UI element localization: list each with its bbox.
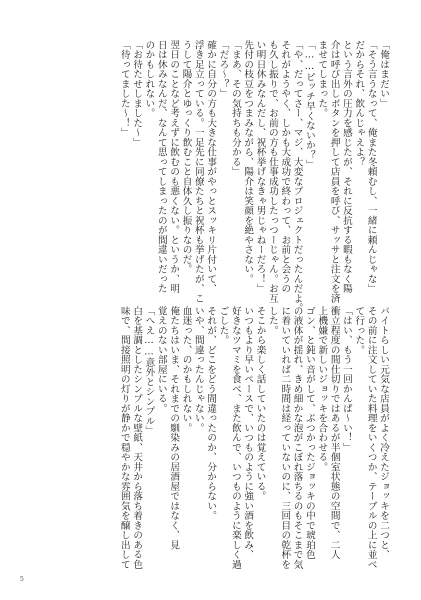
text-line: 覚えのない部屋にいる。 xyxy=(155,306,167,414)
text-line: うして陽介とゆっくり飲むこと自体久し振りなのだ。 xyxy=(180,40,192,274)
text-line: 先付の枝豆をつまみながら、陽介は笑顔を絶やさない。 xyxy=(242,40,254,284)
text-line: 浮き足立っている。一足先に同僚たちと祝杯も挙げたが、こ xyxy=(192,40,204,304)
text-line: の液体が揺れ、きめ細かな泡がこぼれ落ちるのもそこまで気 xyxy=(291,306,303,570)
text-line: 介は呼び出しボタンを押して店員を呼び、サッサと注文を済 xyxy=(328,40,340,304)
text-line: 好きなツマミを食べ、また飲んで、いつものように楽しく過 xyxy=(229,306,241,570)
text-line: ごした。 xyxy=(217,306,229,345)
text-line: 確かに自分の方も大きな仕事がやっとスッキリ片付いて、 xyxy=(205,40,217,294)
text-line: ませてしまった。 xyxy=(316,40,328,118)
text-line: いつもより早いペースで、いつものように強い酒を飲み、 xyxy=(242,306,254,560)
text-line: のかもしれない。 xyxy=(143,40,155,118)
text-line: それがようやく、しかも大成功で終わって、お前と会うの xyxy=(279,40,291,294)
text-line: に着いていれば二時間は経っていないのに、三回目の乾杯を xyxy=(279,306,291,570)
text-line: も久し振りで、お前の方も仕事成功したっつーじゃん。お互 xyxy=(266,40,278,304)
text-line: 「そう言うなって、俺また冬頼むし、一緒に頼んじゃな」 xyxy=(365,40,377,294)
text-line: 日は休みなんだ、なんて思ってしまったのが間違いだった xyxy=(155,40,167,294)
text-line: それが、どこをどう間違ったのか、分からない。 xyxy=(205,306,217,521)
text-line: 「……ピッチ早くないか？」 xyxy=(303,40,315,170)
text-line: バイトらしい元気な店員がよく冷えたジョッキを二つと、 xyxy=(378,306,389,560)
text-line: ゴン、と鈍い音がして、ぶつかったジョッキの中で琥珀色 xyxy=(303,306,315,560)
text-line: だからそれ、飲んじゃえよ？ xyxy=(353,40,365,167)
text-line: 味で、間接照明の灯りが静かで穏やかな雰囲気を醸し出して xyxy=(118,306,130,570)
text-line: 血迷った、のかもしれない。 xyxy=(180,306,192,433)
text-line: 「はい、もう一回かんぱ～い！」 xyxy=(340,306,352,453)
text-line: 「待ってました～！」 xyxy=(118,40,130,138)
text-line: 「お待たせしました～」 xyxy=(131,40,143,148)
text-block-top xyxy=(40,40,389,313)
text-line: という言外の圧力を感じたが、それに反抗する暇もなく陽 xyxy=(340,40,352,294)
text-line: 「まあ、その気持ちも分かる」 xyxy=(229,40,241,177)
text-line: した。 xyxy=(266,306,278,336)
text-line: そこから楽しく話していたのは覚えている。 xyxy=(254,306,266,501)
text-line: その前に注文していた料理をいくつか、テーブルの上に並べ xyxy=(365,306,377,570)
text-line: 「俺はまだい」 xyxy=(378,40,389,109)
text-line: 衝立程度の間仕切りではあるが半個室状態の空間で、二人 xyxy=(328,306,340,560)
page-number: 5 xyxy=(20,576,24,583)
text-line: い明日休みなんだし、祝杯挙げなきゃ男じゃねーだろ！」 xyxy=(254,40,266,294)
text-line: て行った。 xyxy=(353,306,365,355)
text-line: 「へえ……意外とシンプル」 xyxy=(143,306,155,436)
text-line: 上機嫌で新しいジョッキを合わせる。 xyxy=(316,306,328,472)
text-line: 翌日のことなど考えずに飲むのも悪くない。というか、明 xyxy=(168,40,180,294)
text-line: 俺たちはいま、それまでの馴染みの居酒屋ではなく、見 xyxy=(168,306,180,550)
text-line: 「や、だってさー、マジ、大変なプロジェクトだったんだよ。 xyxy=(291,40,303,313)
text-line: いや、間違ったんじゃない。 xyxy=(192,306,204,433)
text-line: 「だろ～？」 xyxy=(217,40,229,99)
text-line: 白を基調としたシンプルな壁紙、天井から落ち着きのある色 xyxy=(131,306,143,570)
text-block-bottom xyxy=(40,306,389,568)
